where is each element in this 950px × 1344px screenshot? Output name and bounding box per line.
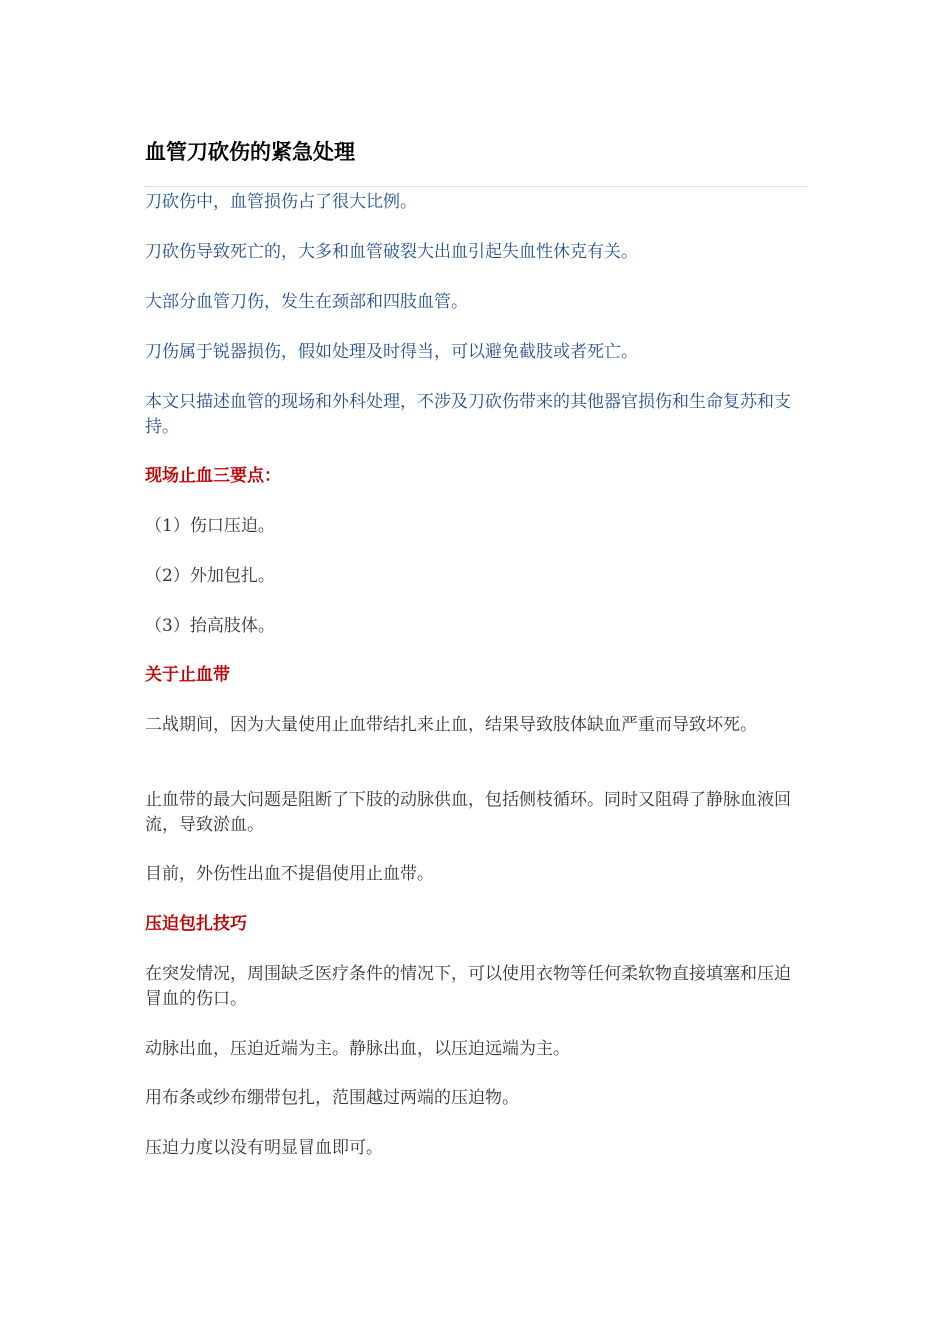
body-paragraph: 目前，外伤性出血不提倡使用止血带。 <box>145 864 434 884</box>
section-heading-compression: 压迫包扎技巧 <box>145 914 247 934</box>
body-paragraph: 压迫力度以没有明显冒血即可。 <box>145 1138 383 1158</box>
body-paragraph: 止血带的最大问题是阻断了下肢的动脉供血，包括侧枝循环。同时又阻碍了静脉血液回流，导致淤血。 <box>145 790 791 835</box>
list-item: （2）外加包扎。 <box>145 566 275 586</box>
list-item: （1）伤口压迫。 <box>145 516 275 536</box>
body-paragraph: 在突发情况，周围缺乏医疗条件的情况下，可以使用衣物等任何柔软物直接填塞和压迫冒血的伤口。 <box>145 964 791 1009</box>
title-divider <box>145 186 807 187</box>
intro-paragraph: 大部分血管刀伤，发生在颈部和四肢血管。 <box>145 292 468 312</box>
body-paragraph: 用布条或纱布绷带包扎，范围越过两端的压迫物。 <box>145 1088 519 1108</box>
body-paragraph: 动脉出血，压迫近端为主。静脉出血，以压迫远端为主。 <box>145 1039 570 1059</box>
list-item: （3）抬高肢体。 <box>145 616 275 636</box>
intro-paragraph: 刀伤属于锐器损伤，假如处理及时得当，可以避免截肢或者死亡。 <box>145 342 638 362</box>
section-heading-tourniquet: 关于止血带 <box>145 665 230 685</box>
intro-paragraph: 本文只描述血管的现场和外科处理，不涉及刀砍伤带来的其他器官损伤和生命复苏和支持。 <box>145 392 791 437</box>
section-heading-hemostasis: 现场止血三要点： <box>145 466 281 486</box>
page-title: 血管刀砍伤的紧急处理 <box>145 140 355 164</box>
intro-paragraph: 刀砍伤中，血管损伤占了很大比例。 <box>145 192 417 212</box>
body-paragraph: 二战期间，因为大量使用止血带结扎来止血，结果导致肢体缺血严重而导致坏死。 <box>145 715 757 735</box>
intro-paragraph: 刀砍伤导致死亡的，大多和血管破裂大出血引起失血性休克有关。 <box>145 242 638 262</box>
